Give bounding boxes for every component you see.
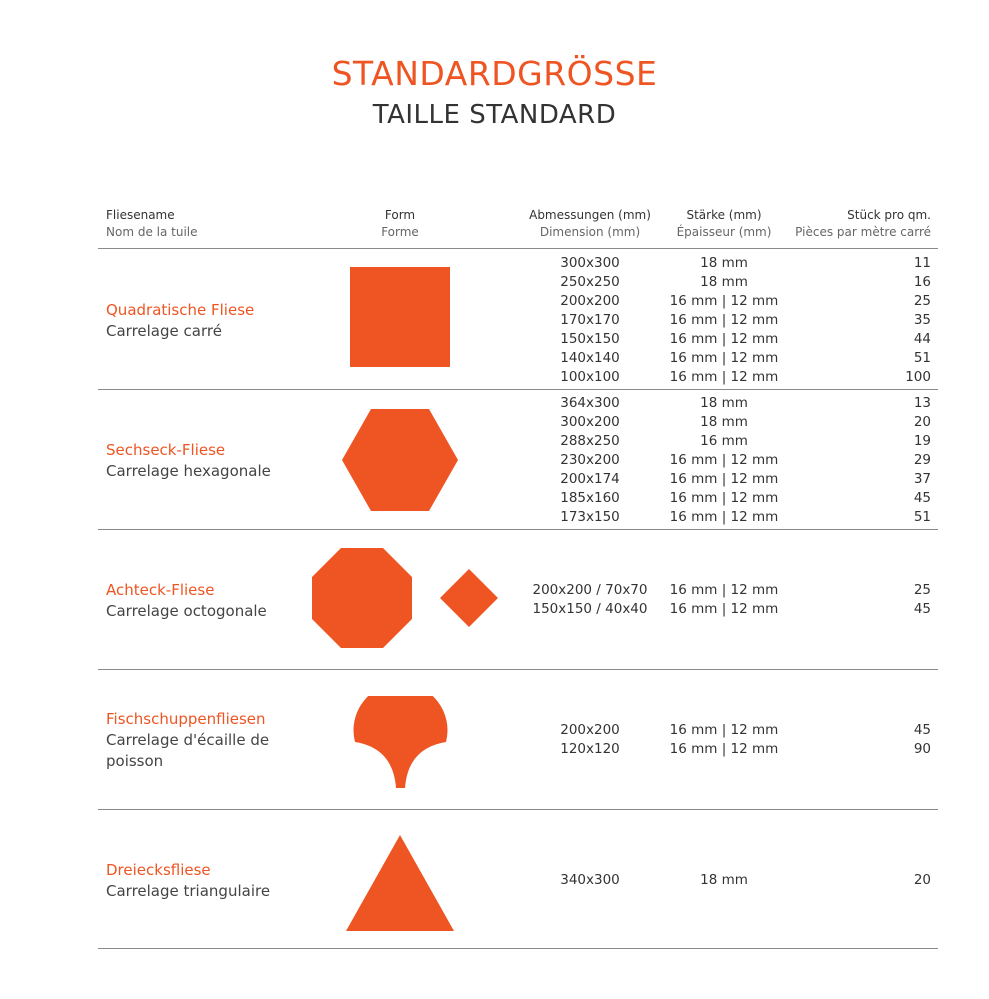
- header-dimension-fr: Dimension (mm): [539, 225, 641, 239]
- dimension-list: [520, 721, 660, 759]
- pieces-cell: 100: [905, 369, 931, 385]
- thickness-cell: 16 mm: [700, 433, 748, 449]
- dimension-list: [520, 581, 660, 619]
- dimension-cell: 200x200 / 70x70: [532, 582, 648, 598]
- tile-name-de: Quadratische Fliese: [106, 301, 255, 319]
- pieces-cell: 35: [913, 312, 931, 328]
- header-name-de: Fliesename: [106, 208, 175, 222]
- divider: [98, 809, 938, 810]
- thickness-list: [664, 394, 784, 527]
- dimension-list: [520, 871, 660, 890]
- thickness-cell: 18 mm: [700, 872, 748, 888]
- header-form-de: Form: [384, 208, 416, 222]
- tile-name-fr: Carrelage triangulaire: [106, 882, 271, 900]
- pieces-cell: 13: [913, 395, 931, 411]
- thickness-cell: 16 mm | 12 mm: [669, 312, 779, 328]
- tile-name-fish-scale: [106, 709, 286, 772]
- pieces-cell: 19: [913, 433, 931, 449]
- header-dimension: [520, 207, 660, 241]
- header-thickness-de: Stärke (mm): [686, 208, 762, 222]
- thickness-cell: 16 mm | 12 mm: [669, 293, 779, 309]
- page-subtitle: TAILLE STANDARD: [372, 100, 617, 130]
- octagon-icon: [312, 548, 498, 649]
- tile-name-triangle: [106, 860, 286, 902]
- tile-name-hexagon: [106, 440, 286, 482]
- pieces-cell: 25: [913, 293, 931, 309]
- pieces-cell: 29: [913, 452, 931, 468]
- pieces-cell: 44: [913, 331, 931, 347]
- pieces-cell: 90: [913, 741, 931, 757]
- page-title: STANDARDGRÖSSE: [331, 54, 658, 93]
- pieces-cell: 20: [913, 414, 931, 430]
- pieces-list: [840, 871, 931, 890]
- dimension-list: [520, 394, 660, 527]
- dimension-cell: 185x160: [560, 490, 620, 506]
- thickness-cell: 16 mm | 12 mm: [669, 582, 779, 598]
- header-pieces: [795, 207, 931, 241]
- pieces-list: [840, 721, 931, 759]
- tile-name-fr: Carrelage carré: [106, 322, 222, 340]
- pieces-cell: 45: [913, 601, 931, 617]
- pieces-cell: 45: [913, 722, 931, 738]
- dimension-cell: 200x200: [560, 293, 620, 309]
- dimension-cell: 150x150: [560, 331, 620, 347]
- pieces-cell: 16: [913, 274, 931, 290]
- divider: [98, 948, 938, 949]
- hexagon-icon: [342, 409, 458, 511]
- thickness-cell: 16 mm | 12 mm: [669, 741, 779, 757]
- dimension-cell: 173x150: [560, 509, 620, 525]
- thickness-cell: 18 mm: [700, 274, 748, 290]
- divider: [98, 389, 938, 390]
- pieces-list: [840, 394, 931, 527]
- pieces-cell: 25: [913, 582, 931, 598]
- fish-scale-icon: [353, 696, 448, 789]
- divider: [98, 248, 938, 249]
- pieces-cell: 11: [913, 255, 931, 271]
- header-name: [106, 207, 198, 241]
- header-form-fr: Forme: [381, 225, 419, 239]
- dimension-cell: 300x300: [560, 255, 620, 271]
- tile-name-octagon: [106, 580, 286, 622]
- thickness-list: [664, 721, 784, 759]
- divider: [98, 669, 938, 670]
- thickness-cell: 16 mm | 12 mm: [669, 452, 779, 468]
- thickness-cell: 16 mm | 12 mm: [669, 722, 779, 738]
- pieces-list: [840, 254, 931, 387]
- dimension-cell: 200x174: [560, 471, 620, 487]
- thickness-cell: 16 mm | 12 mm: [669, 350, 779, 366]
- square-icon: [350, 267, 450, 367]
- thickness-cell: 18 mm: [700, 395, 748, 411]
- pieces-cell: 51: [913, 350, 931, 366]
- divider: [98, 529, 938, 530]
- dimension-cell: 300x200: [560, 414, 620, 430]
- dimension-cell: 340x300: [560, 872, 620, 888]
- thickness-cell: 16 mm | 12 mm: [669, 490, 779, 506]
- tile-name-de: Dreiecksfliese: [106, 861, 211, 879]
- pieces-list: [840, 581, 931, 619]
- dimension-cell: 120x120: [560, 741, 620, 757]
- header-pieces-fr: Pièces par mètre carré: [795, 225, 931, 239]
- tile-name-de: Sechseck-Fliese: [106, 441, 226, 459]
- dimension-cell: 288x250: [560, 433, 620, 449]
- header-thickness: [664, 207, 784, 241]
- pieces-cell: 20: [913, 872, 931, 888]
- dimension-cell: 230x200: [560, 452, 620, 468]
- diamond-insert-icon: [440, 569, 498, 627]
- thickness-cell: 16 mm | 12 mm: [669, 331, 779, 347]
- thickness-cell: 18 mm: [700, 414, 748, 430]
- tile-name-fr: Carrelage octogonale: [106, 602, 267, 620]
- pieces-cell: 51: [913, 509, 931, 525]
- thickness-cell: 16 mm | 12 mm: [669, 369, 779, 385]
- dimension-cell: 140x140: [560, 350, 620, 366]
- dimension-cell: 100x100: [560, 369, 620, 385]
- header-thickness-fr: Épaisseur (mm): [676, 225, 772, 239]
- tile-name-de: Achteck-Fliese: [106, 581, 215, 599]
- header-name-fr: Nom de la tuile: [106, 225, 198, 239]
- header-dimension-de: Abmessungen (mm): [529, 208, 651, 222]
- dimension-cell: 150x150 / 40x40: [532, 601, 648, 617]
- tile-name-square: [106, 300, 286, 342]
- dimension-list: [520, 254, 660, 387]
- dimension-cell: 364x300: [560, 395, 620, 411]
- dimension-cell: 250x250: [560, 274, 620, 290]
- pieces-cell: 37: [913, 471, 931, 487]
- dimension-cell: 170x170: [560, 312, 620, 328]
- thickness-cell: 16 mm | 12 mm: [669, 601, 779, 617]
- tile-name-fr: Carrelage hexagonale: [106, 462, 271, 480]
- thickness-cell: 16 mm | 12 mm: [669, 509, 779, 525]
- thickness-cell: 16 mm | 12 mm: [669, 471, 779, 487]
- thickness-list: [664, 871, 784, 890]
- thickness-cell: 18 mm: [700, 255, 748, 271]
- dimension-cell: 200x200: [560, 722, 620, 738]
- pieces-cell: 45: [913, 490, 931, 506]
- tile-name-fr: Carrelage d'écaille de poisson: [106, 731, 270, 770]
- header-pieces-de: Stück pro qm.: [847, 208, 931, 222]
- tile-name-de: Fischschuppenfliesen: [106, 710, 266, 728]
- thickness-list: [664, 254, 784, 387]
- thickness-list: [664, 581, 784, 619]
- header-form: [340, 207, 460, 241]
- triangle-icon: [346, 835, 454, 931]
